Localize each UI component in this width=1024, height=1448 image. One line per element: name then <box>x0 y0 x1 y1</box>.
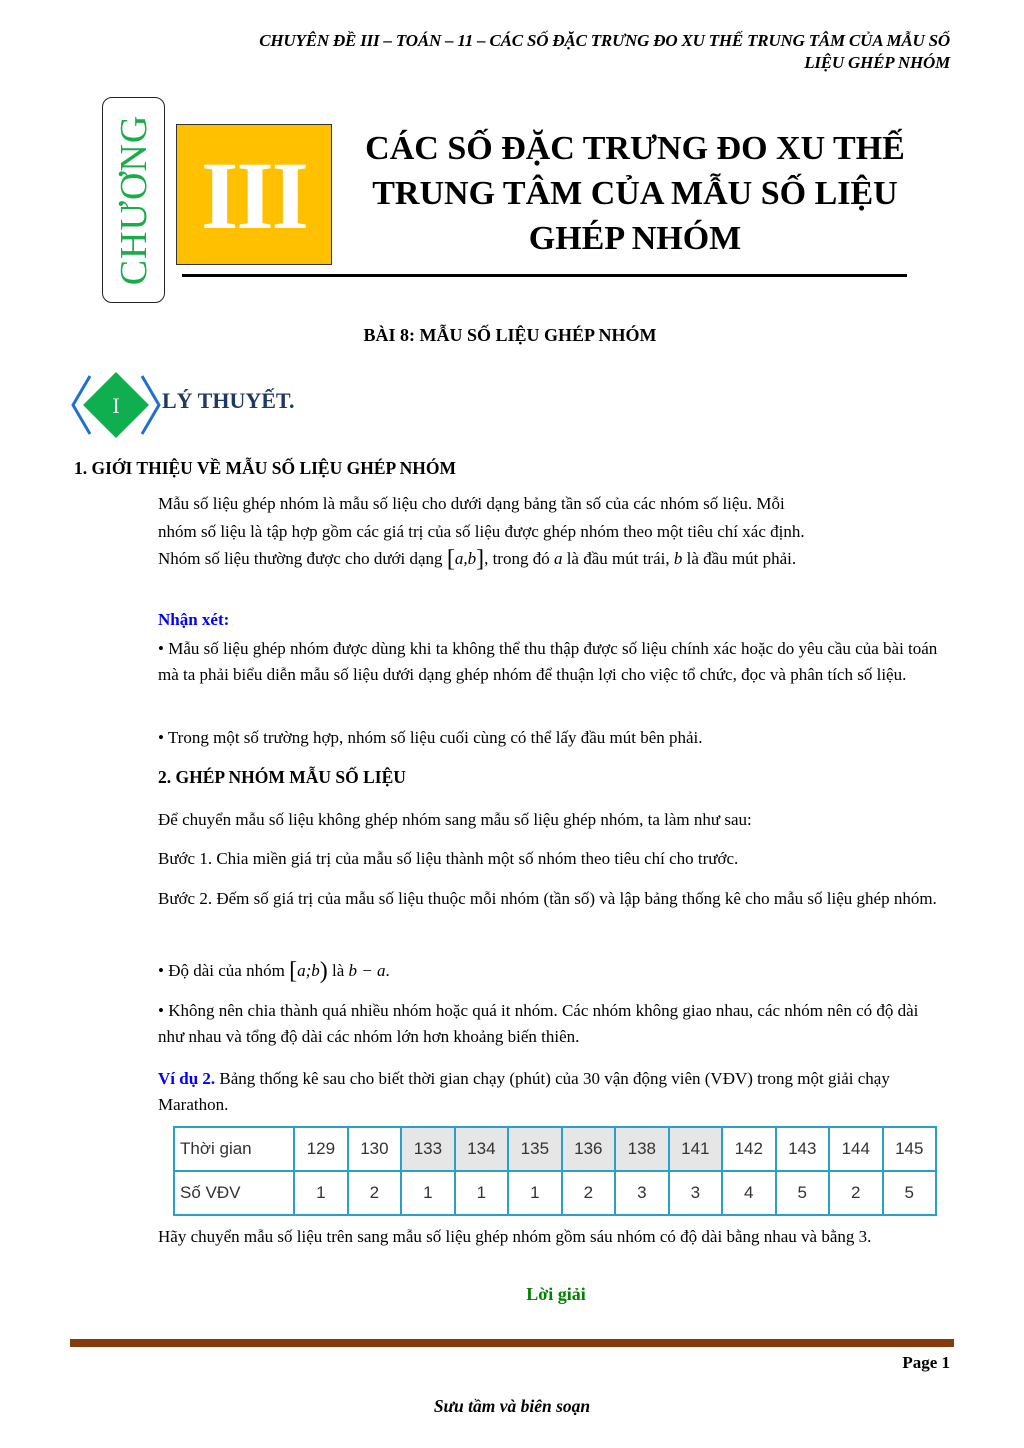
count-cell: 3 <box>669 1171 722 1215</box>
chapter-title-line: TRUNG TÂM CỦA MẪU SỐ LIỆU <box>372 175 898 212</box>
row-header-time: Thời gian <box>174 1127 294 1171</box>
count-cell: 4 <box>722 1171 775 1215</box>
count-cell: 1 <box>401 1171 454 1215</box>
footer-divider <box>70 1339 954 1347</box>
bracket-open: [ <box>289 958 298 984</box>
time-cell: 133 <box>401 1127 454 1171</box>
chapter-title-line: CÁC SỐ ĐẶC TRƯNG ĐO XU THẾ <box>365 130 905 167</box>
section-numeral: I <box>112 393 120 418</box>
lesson-title: BÀI 8: MẪU SỐ LIỆU GHÉP NHÓM <box>363 325 657 345</box>
running-header-line-2: LIỆU GHÉP NHÓM <box>804 53 950 72</box>
math-var-b: b <box>673 549 683 568</box>
text-run: , trong đó <box>484 549 554 568</box>
part1-intro-line-2: nhóm số liệu là tập hợp gồm các giá trị của số liệu được ghép nhóm theo một tiêu chí xác định. <box>158 521 805 541</box>
chapter-title-line: GHÉP NHÓM <box>528 220 742 257</box>
remark-2: • Trong một số trường hợp, nhóm số liệu cuối cùng có thể lấy đầu mút bên phải. <box>158 728 703 747</box>
text-run: • Độ dài của nhóm <box>158 961 290 980</box>
step-1: Bước 1. Chia miền giá trị của mẫu số liệu thành một số nhóm theo tiêu chí cho trước. <box>158 849 739 868</box>
bracket-close: ) <box>319 958 328 984</box>
math-expression: b − a <box>348 961 386 980</box>
table-row <box>174 1171 936 1215</box>
part2-intro: Để chuyển mẫu số liệu không ghép nhóm sang mẫu số liệu ghép nhóm, ta làm như sau: <box>158 810 752 829</box>
time-cell: 134 <box>455 1127 508 1171</box>
solution-title: Lời giải <box>526 1284 586 1304</box>
text-run: là đầu mút trái, <box>562 549 674 568</box>
row-header-athletes: Số VĐV <box>174 1171 294 1215</box>
math-var-a: a <box>553 549 563 568</box>
time-cell: 142 <box>722 1127 775 1171</box>
text-run: là đầu mút phải. <box>682 549 797 568</box>
count-cell: 1 <box>294 1171 347 1215</box>
footer-credit: Sưu tầm và biên soạn <box>433 1396 591 1416</box>
running-header <box>50 30 950 74</box>
time-cell: 141 <box>669 1127 722 1171</box>
step-2: Bước 2. Đếm số giá trị của mẫu số liệu thuộc mỗi nhóm (tần số) và lập bảng thống kê cho mẫu số liệu ghép nhóm. <box>158 889 937 908</box>
part1-heading: 1. GIỚI THIỆU VỀ MẪU SỐ LIỆU GHÉP NHÓM <box>74 458 456 478</box>
section-badge-icon <box>70 370 162 440</box>
math-interval: a;b <box>297 961 320 980</box>
time-cell: 135 <box>508 1127 561 1171</box>
chapter-number-box <box>176 124 332 265</box>
example-label: Ví dụ 2. <box>158 1069 216 1088</box>
example-task: Hãy chuyển mẫu số liệu trên sang mẫu số liệu ghép nhóm gồm sáu nhóm có độ dài bằng nhau và bằng 3. <box>158 1227 872 1246</box>
math-interval: a,b <box>454 549 477 568</box>
part1-intro-line-1: Mẫu số liệu ghép nhóm là mẫu số liệu cho dưới dạng bảng tần số của các nhóm số liệu. Mỗi <box>158 494 785 513</box>
time-cell: 129 <box>294 1127 347 1171</box>
bracket-open: [ <box>446 546 455 572</box>
table-row <box>174 1127 936 1171</box>
chapter-tab <box>102 97 165 303</box>
remark-1: • Mẫu số liệu ghép nhóm được dùng khi ta không thể thu thập được số liệu chính xác hoặc do yêu cầu của bài toán mà ta phải biểu diễn mẫu số liệu dưới dạng ghép nhóm để thuận lợi cho việc tổ chức, đọc và phân tích số liệu. <box>158 639 938 684</box>
part1-intro <box>158 490 958 574</box>
part2-heading: 2. GHÉP NHÓM MẪU SỐ LIỆU <box>158 767 406 787</box>
chapter-title-divider <box>182 274 907 277</box>
count-cell: 1 <box>455 1171 508 1215</box>
text-run: Nhóm số liệu thường được cho dưới dạng <box>158 549 447 568</box>
example-statement <box>158 1066 948 1118</box>
part1-intro-line-3 <box>158 545 958 574</box>
time-cell: 136 <box>562 1127 615 1171</box>
example-text: Bảng thống kê sau cho biết thời gian chạy (phút) của 30 vận động viên (VĐV) trong một giải chạy Marathon. <box>158 1069 890 1114</box>
count-cell: 3 <box>615 1171 668 1215</box>
chapter-number: III <box>200 141 308 249</box>
section-title: LÝ THUYẾT. <box>162 388 295 413</box>
time-cell: 138 <box>615 1127 668 1171</box>
chapter-tab-label: CHƯƠNG <box>112 114 155 286</box>
page-number: Page 1 <box>902 1353 950 1372</box>
running-header-line-1: CHUYÊN ĐỀ III – TOÁN – 11 – CÁC SỐ ĐẶC TRƯNG ĐO XU THẾ TRUNG TÂM CỦA MẪU SỐ <box>259 31 950 50</box>
time-cell: 144 <box>829 1127 882 1171</box>
group-length <box>158 957 958 986</box>
count-cell: 5 <box>776 1171 829 1215</box>
text-run: . <box>385 961 390 980</box>
marathon-table <box>173 1126 937 1216</box>
grouping-advice: • Không nên chia thành quá nhiều nhóm hoặc quá it nhóm. Các nhóm không giao nhau, các nhóm nên có độ dài như nhau và tổng độ dài các nhóm lớn hơn khoảng biến thiên. <box>158 1001 919 1046</box>
remark-label: Nhận xét: <box>158 610 230 629</box>
bracket-close: ] <box>476 546 485 572</box>
count-cell: 2 <box>348 1171 401 1215</box>
time-cell: 130 <box>348 1127 401 1171</box>
time-cell: 145 <box>883 1127 937 1171</box>
chapter-title <box>340 126 930 261</box>
text-run: là <box>327 961 349 980</box>
count-cell: 2 <box>829 1171 882 1215</box>
count-cell: 1 <box>508 1171 561 1215</box>
count-cell: 5 <box>883 1171 937 1215</box>
count-cell: 2 <box>562 1171 615 1215</box>
time-cell: 143 <box>776 1127 829 1171</box>
